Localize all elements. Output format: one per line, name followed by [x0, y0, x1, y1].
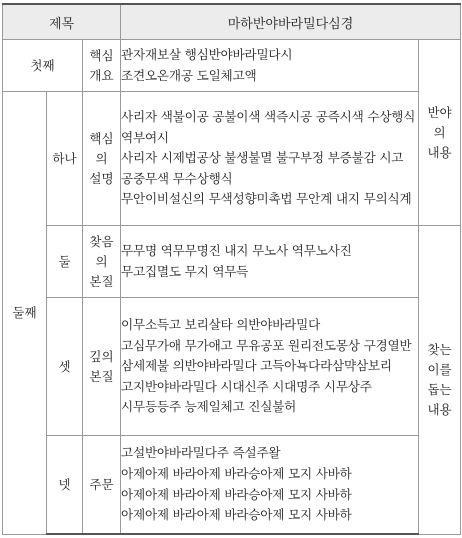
content-line: 삼세제불 의반야바라밀다 고득아뇩다라삼먁삼보리 — [121, 358, 392, 374]
content-line: 고심무가애 무가애고 무유공포 원리전도몽상 구경열반 — [121, 337, 412, 353]
net-mantra-label: 주문 — [83, 436, 121, 535]
set-content — [121, 298, 419, 436]
content-line: 고지반야바라밀다 시대신주 시대명주 시무상주 — [121, 378, 372, 394]
net-content — [121, 436, 419, 535]
hana-content — [121, 92, 419, 226]
dul-content — [121, 226, 419, 298]
row-set — [3, 298, 461, 436]
content-line: 사리자 시제법공상 불생불멸 불구부정 부증불감 시고 공중무색 무수상행식 — [121, 150, 404, 186]
section-first-label: 첫째 — [3, 40, 83, 92]
set-path-essence-label: 깊의 본질 — [83, 298, 121, 436]
first-content — [121, 40, 419, 92]
content-line: 무고집멸도 무지 역무득 — [121, 263, 249, 279]
content-line: 아제아제 바라아제 바라승아제 모지 사바하 — [121, 507, 352, 523]
content-line: 사리자 색불이공 공불이색 색즉시공 공즉시색 수상행식 역부여시 — [121, 109, 416, 145]
content-line: 시무등등주 능제일체고 진실불허 — [121, 399, 297, 415]
row-dul — [3, 226, 461, 298]
hana-number: 하나 — [47, 92, 83, 226]
row-hana — [3, 92, 461, 226]
sutra-table — [2, 3, 461, 535]
content-line: 아제아제 바라아제 바라승아제 모지 사바하 — [121, 486, 352, 502]
side-label-prajna-content: 반야 의 내용 — [419, 40, 461, 226]
section-second-label: 둘째 — [3, 92, 47, 535]
dul-essence-label: 찾음 의 본질 — [83, 226, 121, 298]
content-line: 무무명 역무무명진 내지 무노사 역무노사진 — [121, 242, 352, 258]
set-number: 셋 — [47, 298, 83, 436]
side-label-seeker-help: 찾는 이를 돕는 내용 — [419, 226, 461, 535]
row-net — [3, 436, 461, 535]
header-sutra-name: 마하반야바라밀다심경 — [121, 4, 461, 40]
content-line: 무안이비설신의 무색성향미촉법 무안계 내지 무의식계 — [121, 191, 412, 207]
content-line: 아제아제 바라아제 바라승아제 모지 사바하 — [121, 465, 352, 481]
content-line: 고설반야바라밀다주 즉설주왈 — [121, 445, 281, 461]
hana-core-explanation-label: 핵심 의 설명 — [83, 92, 121, 226]
content-line: 관자재보살 행심반야바라밀다시 — [121, 46, 293, 62]
header-row — [3, 4, 461, 40]
content-line: 조견오온개공 도일체고액 — [121, 67, 257, 83]
dul-number: 둘 — [47, 226, 83, 298]
row-first — [3, 40, 461, 92]
net-number: 넷 — [47, 436, 83, 535]
first-core-summary-label: 핵심 개요 — [83, 40, 121, 92]
content-line: 이무소득고 보리살타 의반야바라밀다 — [121, 317, 321, 333]
header-title-col: 제목 — [3, 4, 121, 40]
